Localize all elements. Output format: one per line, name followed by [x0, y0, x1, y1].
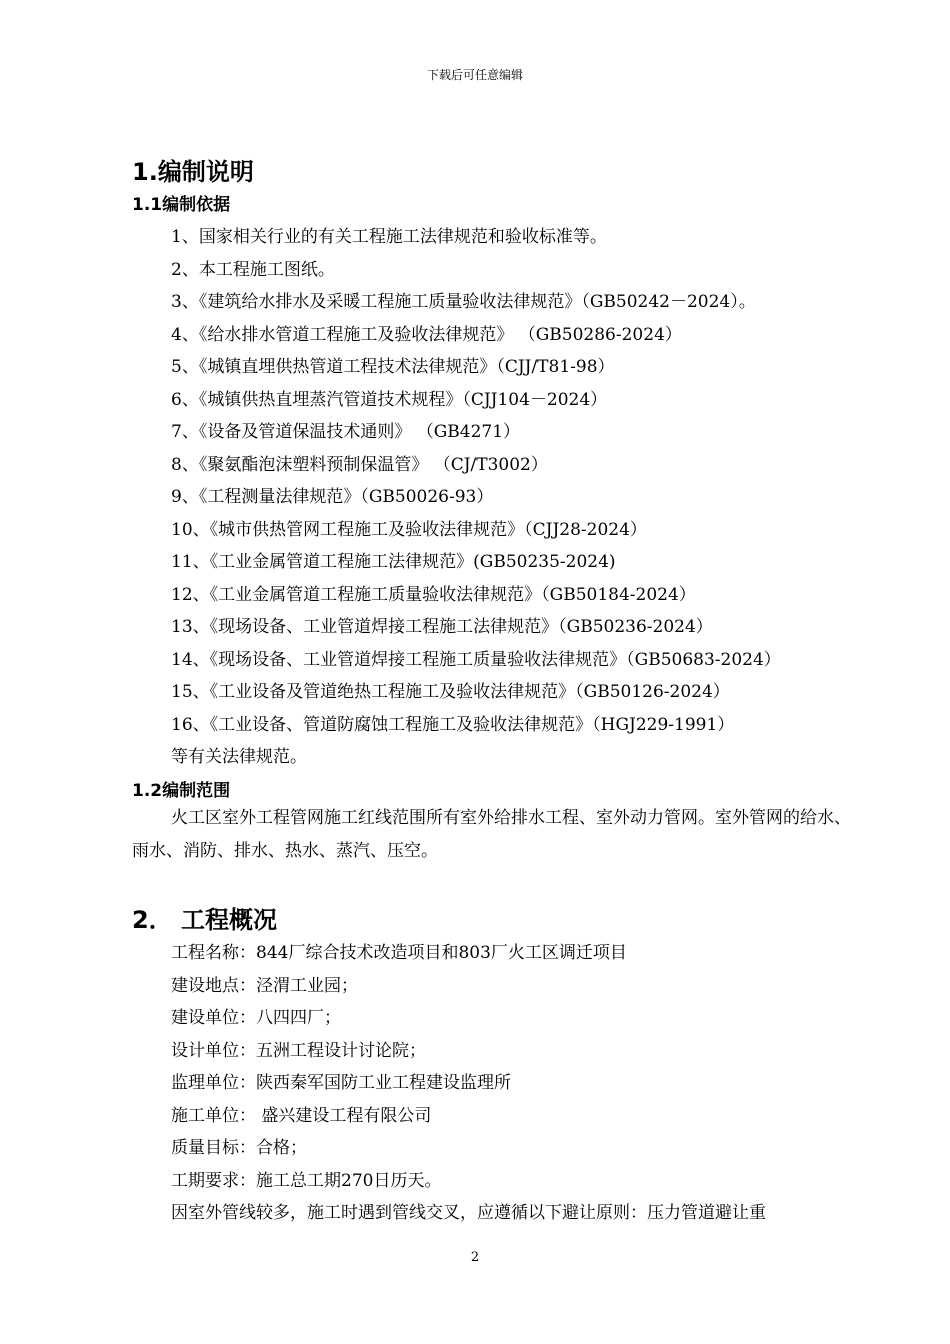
basis-item: 1、国家相关行业的有关工程施工法律规范和验收标准等。	[171, 227, 607, 247]
overview-item: 建设单位：八四四厂；	[171, 1008, 341, 1028]
basis-item: 6、《城镇供热直埋蒸汽管道技术规程》（CJJ104－2024）	[171, 390, 608, 410]
basis-item: 13、《现场设备、工业管道焊接工程施工法律规范》（GB50236-2024）	[171, 617, 713, 637]
overview-item: 工期要求：施工总工期270日历天。	[171, 1171, 442, 1191]
basis-item: 等有关法律规范。	[171, 747, 307, 767]
basis-item: 7、《设备及管道保温技术通则》 （GB4271）	[171, 422, 521, 442]
page-header: 下载后可任意编辑	[426, 68, 523, 82]
basis-item: 11、《工业金属管道工程施工法律规范》(GB50235-2024)	[171, 552, 616, 572]
basis-item: 10、《城市供热管网工程施工及验收法律规范》（CJJ28-2024）	[171, 520, 647, 540]
basis-item: 3、《建筑给水排水及采暖工程施工质量验收法律规范》（GB50242－2024）。	[171, 292, 756, 312]
basis-item: 5、《城镇直埋供热管道工程技术法律规范》（CJJ/T81-98）	[171, 357, 615, 377]
basis-item: 8、《聚氨酯泡沫塑料预制保温管》 （CJ/T3002）	[171, 455, 548, 475]
overview-item: 监理单位：陕西秦军国防工业工程建设监理所	[171, 1073, 511, 1093]
page-number: 2	[470, 1250, 480, 1265]
overview-item: 施工单位： 盛兴建设工程有限公司	[171, 1106, 432, 1126]
basis-item: 16、《工业设备、管道防腐蚀工程施工及验收法律规范》（HGJ229-1991）	[171, 715, 735, 735]
overview-item: 建设地点：泾渭工业园；	[171, 976, 358, 996]
overview-item: 因室外管线较多，施工时遇到管线交叉，应遵循以下避让原则：压力管道避让重	[171, 1203, 766, 1223]
basis-item: 12、《工业金属管道工程施工质量验收法律规范》（GB50184-2024）	[171, 585, 696, 605]
section-1-2-title: 1.2编制范围	[132, 781, 231, 801]
basis-item: 15、《工业设备及管道绝热工程施工及验收法律规范》（GB50126-2024）	[171, 682, 730, 702]
basis-item: 9、《工程测量法律规范》（GB50026-93）	[171, 487, 494, 507]
section-2-title: 2． 工程概况	[132, 906, 278, 934]
scope-paragraph: 火工区室外工程管网施工红线范围所有室外给排水工程、室外动力管网。室外管网的给水、雨水、消防、排水、热水、蒸汽、压空。	[132, 808, 851, 861]
section-1-1-title: 1.1编制依据	[132, 195, 231, 215]
overview-item: 质量目标：合格；	[171, 1138, 307, 1158]
basis-item: 4、《给水排水管道工程施工及验收法律规范》 （GB50286-2024）	[171, 325, 682, 345]
basis-item: 2、本工程施工图纸。	[171, 260, 335, 280]
basis-item: 14、《现场设备、工业管道焊接工程施工质量验收法律规范》（GB50683-2024）	[171, 650, 781, 670]
overview-item: 设计单位：五洲工程设计讨论院；	[171, 1041, 426, 1061]
overview-item: 工程名称：844厂综合技术改造项目和803厂火工区调迁项目	[171, 943, 627, 963]
section-1-title: 1.编制说明	[132, 158, 254, 186]
